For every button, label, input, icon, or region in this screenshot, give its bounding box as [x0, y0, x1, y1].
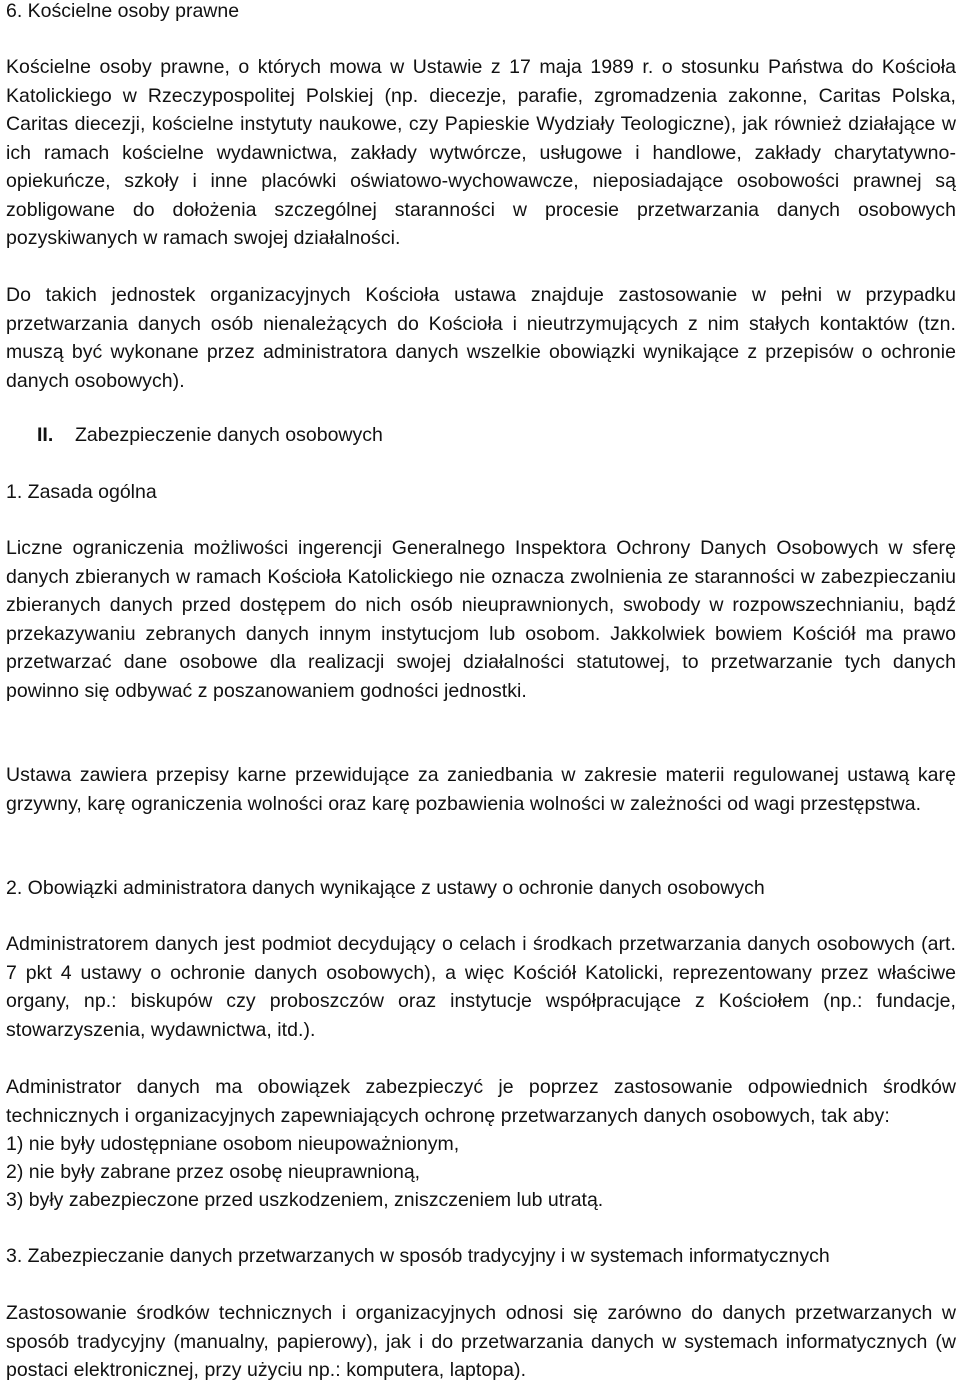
paragraph-church-legal-entities: Kościelne osoby prawne, o których mowa w Ustawie z 17 maja 1989 r. o stosunku Państwa do Kościoła Katolickiego w Rzeczypospolitej Polskiej (np. diecezje, parafie, zgromadzenia zakonne, Caritas Polska, Caritas diecezji, kościelne instytuty naukowe, czy Papieskie Wydziały Teologiczne), jak również działające w ich ramach kościelne wydawnictwa, zakłady wytwórcze, usługowe i handlowe, zakłady charytatywno-opiekuńcze, szkoły i inne placówki oświatowo-wychowawcze, nieposiadające osobowości prawnej są zobligowane do dołożenia szczególnej staranności w procesie przetwarzania danych osobowych pozyskiwanych w ramach swojej działalności.	[6, 56, 956, 249]
list-item: 1) nie były udostępniane osobom nieupoważnionym,	[6, 1133, 460, 1155]
heading-administrator-duties: 2. Obowiązki administratora danych wynikające z ustawy o ochronie danych osobowych	[6, 877, 765, 899]
list-item: 2) nie były zabrane przez osobę nieuprawnioną,	[6, 1161, 421, 1183]
heading-general-principle: 1. Zasada ogólna	[6, 481, 157, 503]
paragraph-data-administrator: Administratorem danych jest podmiot decydujący o celach i środkach przetwarzania danych osobowych (art. 7 pkt 4 ustawy o ochronie danych osobowych), a więc Kościół Katolicki, reprezentowany przez właściwe organy, np.: biskupów czy proboszczów oraz instytucje współpracujące z Kościołem (np.: fundacje, stowarzyszenia, wydawnictwa, itd.).	[6, 933, 956, 1041]
section-heading-ii	[6, 421, 383, 449]
paragraph-organizational-units: Do takich jednostek organizacyjnych Kościoła ustawa znajduje zastosowanie w pełni w przypadku przetwarzania danych osób nienależących do Kościoła i nieutrzymujących z nim stałych kontaktów (tzn. muszą być wykonane przez administratora danych wszelkie obowiązki wynikające z przepisów o ochronie danych osobowych).	[6, 284, 956, 392]
section-number: II.	[37, 424, 54, 446]
paragraph-limitations: Liczne ograniczenia możliwości ingerencji Generalnego Inspektora Ochrony Danych Osobowych w sferę danych zbieranych w ramach Kościoła Katolickiego nie oznacza zwolnienia ze staranności w zabezpieczaniu zbieranych danych przed dostępem do nich osób nieuprawnionych, swobody w rozpowszechnianiu, bądź przekazywaniu zebranych danych innym instytucjom lub osobom. Jakkolwiek bowiem Kościół ma prawo przetwarzać dane osobowe dla realizacji swojej działalności statutowej, to przetwarzanie tych danych powinno się odbywać z poszanowaniem godności jednostki.	[6, 537, 956, 702]
heading-section-6: 6. Kościelne osoby prawne	[6, 0, 240, 22]
paragraph-penal-provisions: Ustawa zawiera przepisy karne przewidujące za zaniedbania w zakresie materii regulowanej ustawą karę grzywny, karę ograniczenia wolności oraz karę pozbawienia wolności w zależności od wagi przestępstwa.	[6, 764, 956, 815]
list-item: 3) były zabezpieczone przed uszkodzeniem, zniszczeniem lub utratą.	[6, 1189, 604, 1211]
paragraph-technical-measures: Zastosowanie środków technicznych i organizacyjnych odnosi się zarówno do danych przetwarzanych w sposób tradycyjny (manualny, papierowy), jak i do przetwarzania danych w systemach informatycznych (w postaci elektronicznej, przy użyciu np.: komputera, laptopa).	[6, 1302, 956, 1381]
heading-traditional-and-it-systems: 3. Zabezpieczanie danych przetwarzanych w sposób tradycyjny i w systemach informatycznych	[6, 1245, 830, 1267]
section-title: Zabezpieczenie danych osobowych	[75, 424, 383, 446]
paragraph-administrator-obligation: Administrator danych ma obowiązek zabezpieczyć je poprzez zastosowanie odpowiednich środków technicznych i organizacyjnych zapewniających ochronę przetwarzanych danych osobowych, tak aby:	[6, 1076, 956, 1127]
